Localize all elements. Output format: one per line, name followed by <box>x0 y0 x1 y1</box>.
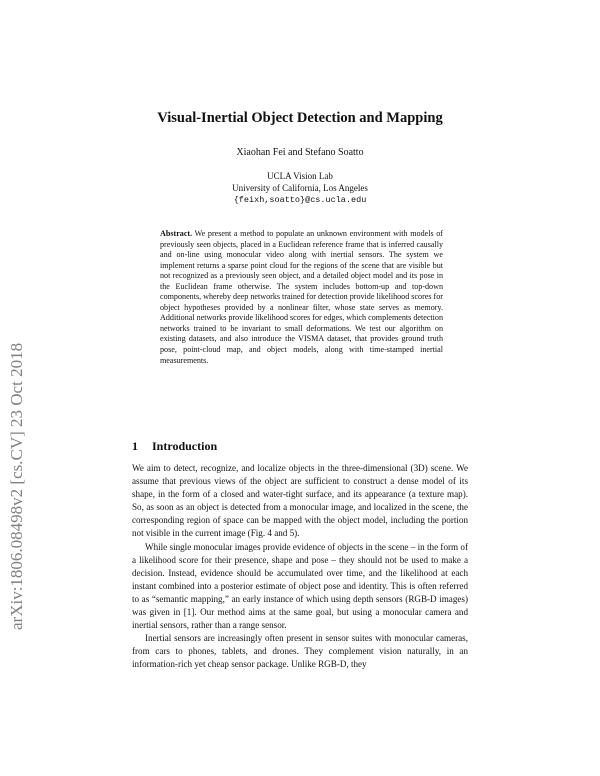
affiliation-email: {feixh,soatto}@cs.ucla.edu <box>233 195 367 205</box>
affiliation-university: University of California, Los Angeles <box>232 183 368 193</box>
affiliation-lab: UCLA Vision Lab <box>267 171 333 181</box>
section-heading <box>132 439 217 454</box>
section-title: Introduction <box>152 439 218 453</box>
affiliation <box>0 170 600 206</box>
arxiv-identifier: arXiv:1806.08498v2 [cs.CV] 23 Oct 2018 <box>7 342 26 630</box>
authors: Xiaohan Fei and Stefano Soatto <box>236 147 364 158</box>
abstract <box>160 229 443 366</box>
section-number: 1 <box>132 439 138 453</box>
paragraph-1: We aim to detect, recognize, and localize objects in the three-dimensional (3D) scene. We assume that previous views of the object are sufficient to construct a dense model of its shape, in the form of a closed and water-tight surface, and its appearance (a texture map). So, as soon as an object is detected from a monocular image, and localized in the scene, the corresponding region of space can be mapped with the object model, including the portion not visible in the current image (Fig. 4 and 5). <box>132 463 468 539</box>
abstract-text: We present a method to populate an unknown environment with models of previously seen objects, placed in a Euclidean reference frame that is inferred causally and on-line using monocular video along with inertial sensors. The system we implement returns a sparse point cloud for the regions of the scene that are visible but not recognized as a previously seen object, and a detailed object model and its pose in the Euclidean frame otherwise. The system includes bottom-up and top-down components, whereby deep networks trained for detection provide likelihood scores for object hypotheses provided by a nonlinear filter, whose state serves as memory. Additional networks provide likelihood scores for edges, which complements detection networks trained to be invariant to small deformations. We test our algorithm on existing datasets, and also introduce the VISMA dataset, that provides ground truth pose, point-cloud map, and object models, along with time-stamped inertial measurements. <box>160 229 443 365</box>
paper-title: Visual-Inertial Object Detection and Mapping <box>157 110 443 126</box>
section-body <box>132 462 468 672</box>
abstract-label: Abstract. <box>160 229 193 238</box>
paragraph-3: Inertial sensors are increasingly often present in sensor suites with monocular cameras, from cars to phones, tablets, and drones. They complement vision naturally, in an information-rich yet cheap sensor package. Unlike RGB-D, they <box>132 633 468 670</box>
paragraph-2: While single monocular images provide evidence of objects in the scene – in the form of a likelihood score for their presence, shape and pose – they should not be used to make a decision. Instead, evidence should be accumulated over time, and the likelihood at each instant combined into a posterior estimate of object pose and identity. This is often referred to as “semantic mapping,” an early instance of which using depth sensors (RGB-D images) was given in [1]. Our method aims at the same goal, but using a monocular camera and inertial sensors, rather than a range sensor. <box>132 541 468 631</box>
